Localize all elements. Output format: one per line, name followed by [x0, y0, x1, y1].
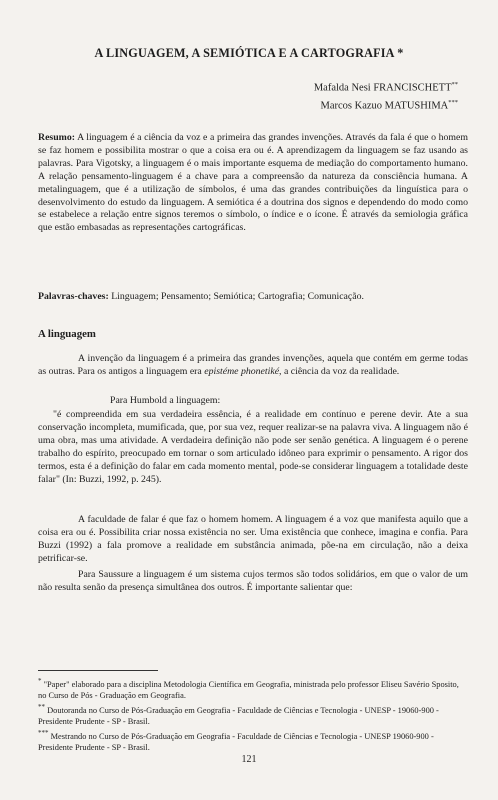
- footnote-mark: *: [38, 677, 42, 685]
- author-name: Mafalda Nesi FRANCISCHETT: [313, 82, 452, 94]
- abstract-label: Resumo:: [38, 132, 76, 143]
- paragraph-4: Para Saussure a linguagem é um sistema cujos termos são todos solidários, em que o valor de um não resulta senão da presença simultânea dos outros. É importante salientar que:: [38, 569, 468, 593]
- footnote-text: Mestrando no Curso de Pós-Graduação em Geografia - Faculdade de Ciências e Tecnologia - UNESP 19060-900 - Presidente Prudente - SP - Brasil.: [38, 732, 434, 753]
- footnote-1: [38, 676, 468, 701]
- paragraph-2: Para Humbold a linguagem:: [110, 395, 221, 406]
- author-block: [314, 78, 458, 113]
- footnote-3: [38, 728, 468, 753]
- page-number: 121: [241, 754, 257, 765]
- paragraph-1: [38, 353, 468, 379]
- paragraph-text: , a ciência da voz da realidade.: [279, 365, 400, 377]
- abstract: [38, 132, 468, 235]
- footnotes: [38, 676, 468, 755]
- keywords: [38, 291, 468, 302]
- author-name: Marcos Kazuo MATUSHIMA: [320, 100, 449, 111]
- footnote-2: [38, 702, 468, 727]
- paper-title: A LINGUAGEM, A SEMIÓTICA E A CARTOGRAFIA *: [94, 46, 404, 60]
- author-footnote-mark: ***: [448, 98, 458, 106]
- footnote-divider: [38, 670, 158, 671]
- author-2: [314, 96, 458, 114]
- footnote-text: Doutoranda no Curso de Pós-Graduação em Geografia - Faculdade de Ciências e Tecnologia - UNESP - 19060-900 - Presidente Prudente - SP - Brasil.: [38, 706, 439, 727]
- paragraph-text: A invenção da linguagem é a primeira das grandes invenções, aquela que contém em germe todas as outras. Para os antigos a linguagem era: [38, 353, 468, 377]
- footnote-text: "Paper" elaborado para a disciplina Metodologia Científica em Geografia, ministrada pelo professor Eliseu Savério Sposito, no Curso de Pós - Graduação em Geografia.: [38, 679, 459, 700]
- keywords-label: Palavras-chaves:: [38, 291, 109, 302]
- paragraph-3: A faculdade de falar é que faz o homem homem. A linguagem é a voz que manifesta aquilo que a coisa era ou é. Possibilita criar nossa existência no ser. Uma existência que conhece, imagina e confia. Para Buzzi (1992) a fala promove a realidade em substância animada, põe-na em circulação, não a deixa petrificar-se.: [38, 514, 468, 564]
- block-quote: "é compreendida em sua verdadeira essência, é a realidade em contínuo e perene devir. Ate a sua conservação incompleta, mumificada, que, por sua vez, requer realizar-se na palavra viva. A linguagem não é uma obra, mas uma atividade. A verdadeira definição não pode ser senão genética. A linguagem é o perene trabalho do espírito, preocupado em tornar o som articulado idôneo para exprimir o pensamento. A rigor dos termos, esta é a definição do falar em cada momento mental, pode-se considerar linguagem a totalidade deste falar" (In: Buzzi, 1992, p. 245).: [38, 409, 468, 485]
- author-1: [314, 78, 458, 96]
- footnote-mark: **: [38, 703, 45, 712]
- section-heading: A linguagem: [38, 328, 96, 340]
- author-footnote-mark: **: [451, 81, 458, 88]
- footnote-mark: ***: [38, 729, 49, 738]
- keywords-text: Linguagem; Pensamento; Semiótica; Cartografia; Comunicação.: [111, 291, 364, 302]
- italic-term: epistéme phonetiké: [204, 365, 280, 377]
- abstract-text: A linguagem é a ciência da voz e a primeira das grandes invenções. Através da fala é que o homem se faz homem e possibilita mostrar o que a coisa era ou é. A aprendizagem da linguagem se faz usando as palavras. Para Vigotsky, a linguagem é o mais importante esquema de mediação do comportamento humano. A relação pensamento-linguagem é a chave para a compreensão da natureza da consciência humana. A metalinguagem, que é a utilização de símbolos, é uma das grandes contribuições da linguística para o desenvolvimento do estudo da linguagem. A semiótica é a doutrina dos signos e dependendo do modo como se estabelece a relação entre signos teremos o símbolo, o índice e o ícone. É através da semiologia gráfica que estão embasadas as representações cartográficas.: [38, 132, 468, 234]
